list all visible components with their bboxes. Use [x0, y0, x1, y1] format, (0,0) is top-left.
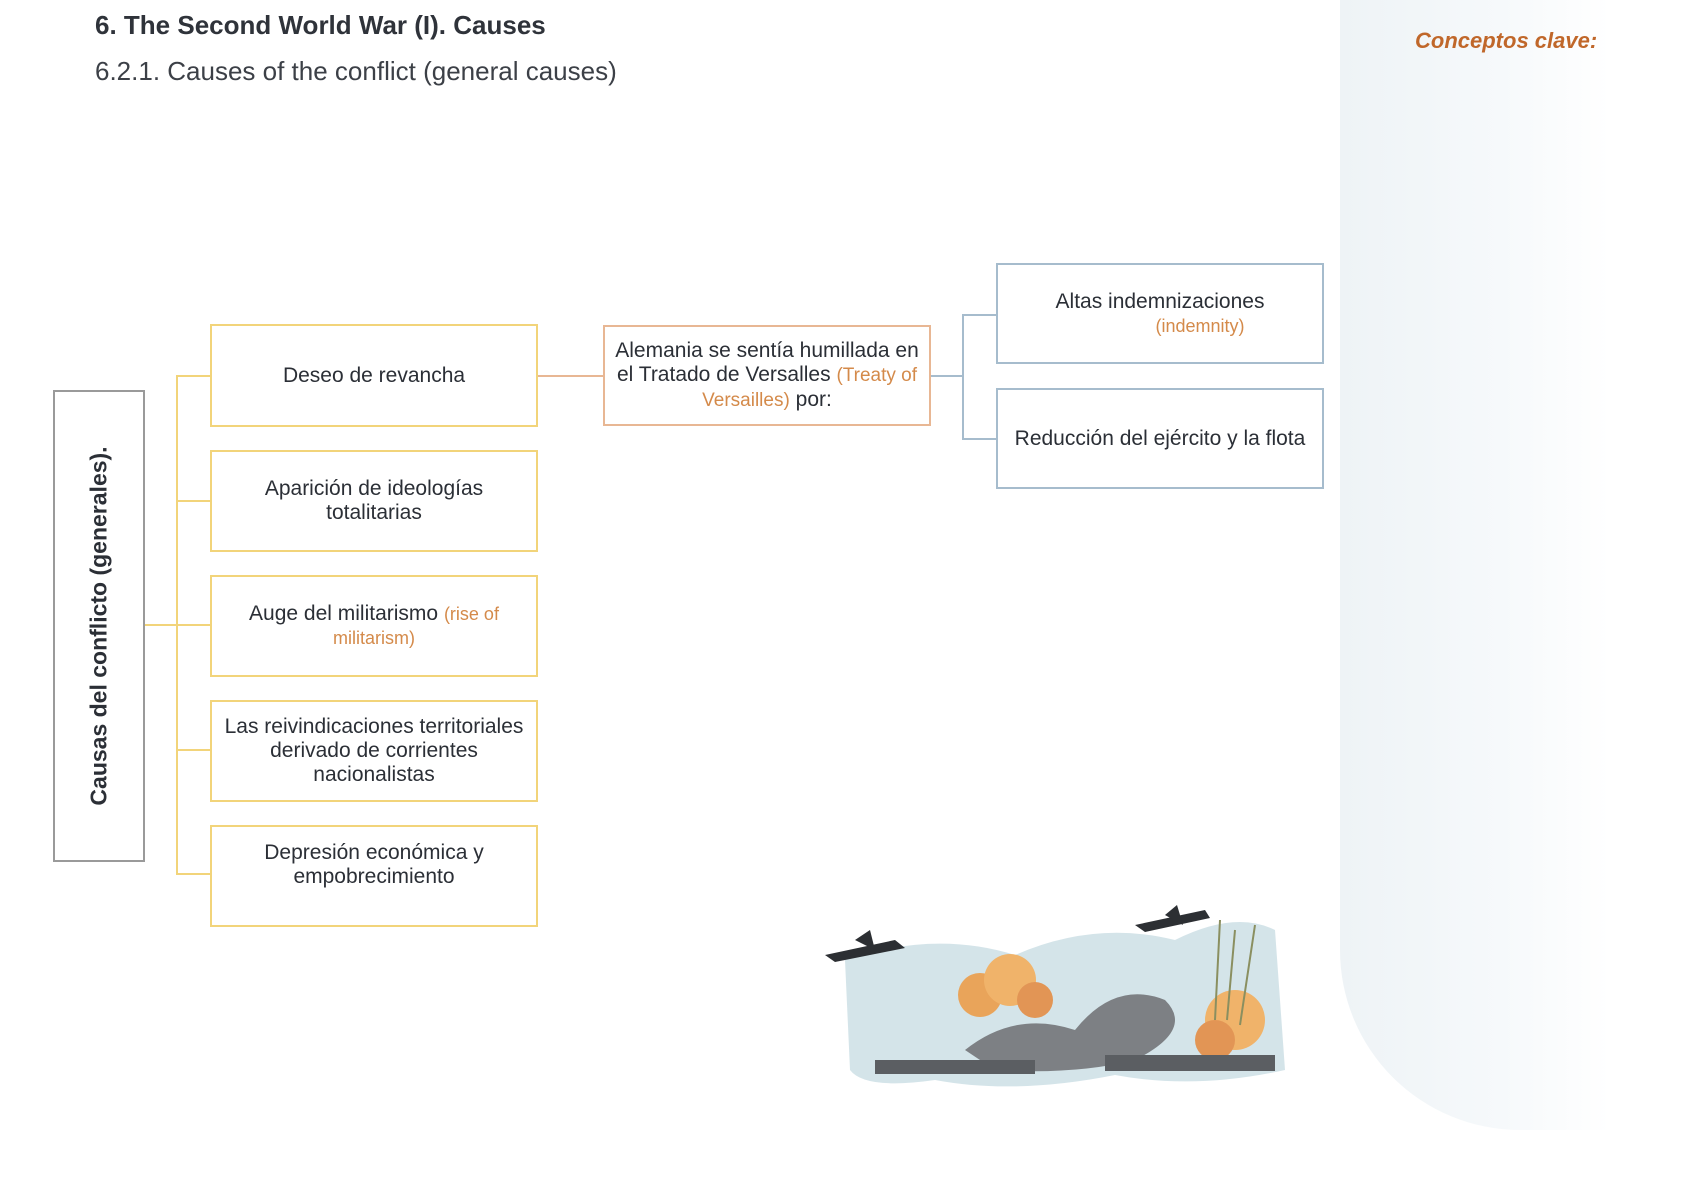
- connector-consequence-2: [962, 438, 996, 440]
- connector-cause-5: [176, 873, 210, 875]
- cause-text: Auge del militarismo: [249, 602, 444, 625]
- page-title: 6. The Second World War (I). Causes: [95, 10, 546, 40]
- consequence-accent: (indemnity): [1155, 315, 1245, 336]
- cause-box: [210, 700, 538, 802]
- connector-consequence-trunk: [962, 314, 964, 439]
- consequence-box: [996, 388, 1324, 489]
- consequence-text: Altas indemnizaciones: [1055, 289, 1265, 313]
- cause-box: [210, 575, 538, 677]
- connector-consequence-1: [962, 314, 996, 316]
- diagram-root-label: Causas del conflicto (generales).: [85, 446, 112, 806]
- consequence-box: [996, 263, 1324, 364]
- cause-box: [210, 450, 538, 552]
- consequence-text: Reducción del ejército y la flota: [1014, 426, 1306, 450]
- key-concepts-title: Conceptos clave:: [1415, 28, 1598, 53]
- treaty-suffix: por:: [789, 387, 832, 411]
- war-scene-illustration: [815, 900, 1295, 1100]
- key-concepts-panel: [1340, 0, 1610, 1130]
- treaty-box: [603, 325, 931, 426]
- page-subtitle: 6.2.1. Causes of the conflict (general causes): [95, 56, 617, 86]
- connector-cause-3: [176, 624, 210, 626]
- connector-cause-4: [176, 749, 210, 751]
- cause-text: Las reivindicaciones territoriales derivado de corrientes nacionalistas: [224, 715, 524, 786]
- cause-text: Deseo de revancha: [282, 363, 466, 387]
- connector-root: [145, 624, 177, 626]
- connector-consequence-root: [931, 375, 963, 377]
- cause-box: [210, 324, 538, 427]
- diagram-root: [53, 390, 145, 862]
- connector-cause-1: [176, 375, 210, 377]
- connector-cause-2: [176, 500, 210, 502]
- treaty-accent: (Treaty of Versailles): [702, 364, 918, 411]
- cause-box: [210, 825, 538, 927]
- treaty-text: Alemania se sentía humillada en el Tratado de Versalles: [615, 338, 919, 386]
- connector-treaty: [538, 375, 604, 377]
- cause-text: Aparición de ideologías totalitarias: [264, 477, 484, 524]
- cause-text: Depresión económica y empobrecimiento: [264, 841, 484, 888]
- cause-accent: (rise of militarism): [333, 604, 499, 648]
